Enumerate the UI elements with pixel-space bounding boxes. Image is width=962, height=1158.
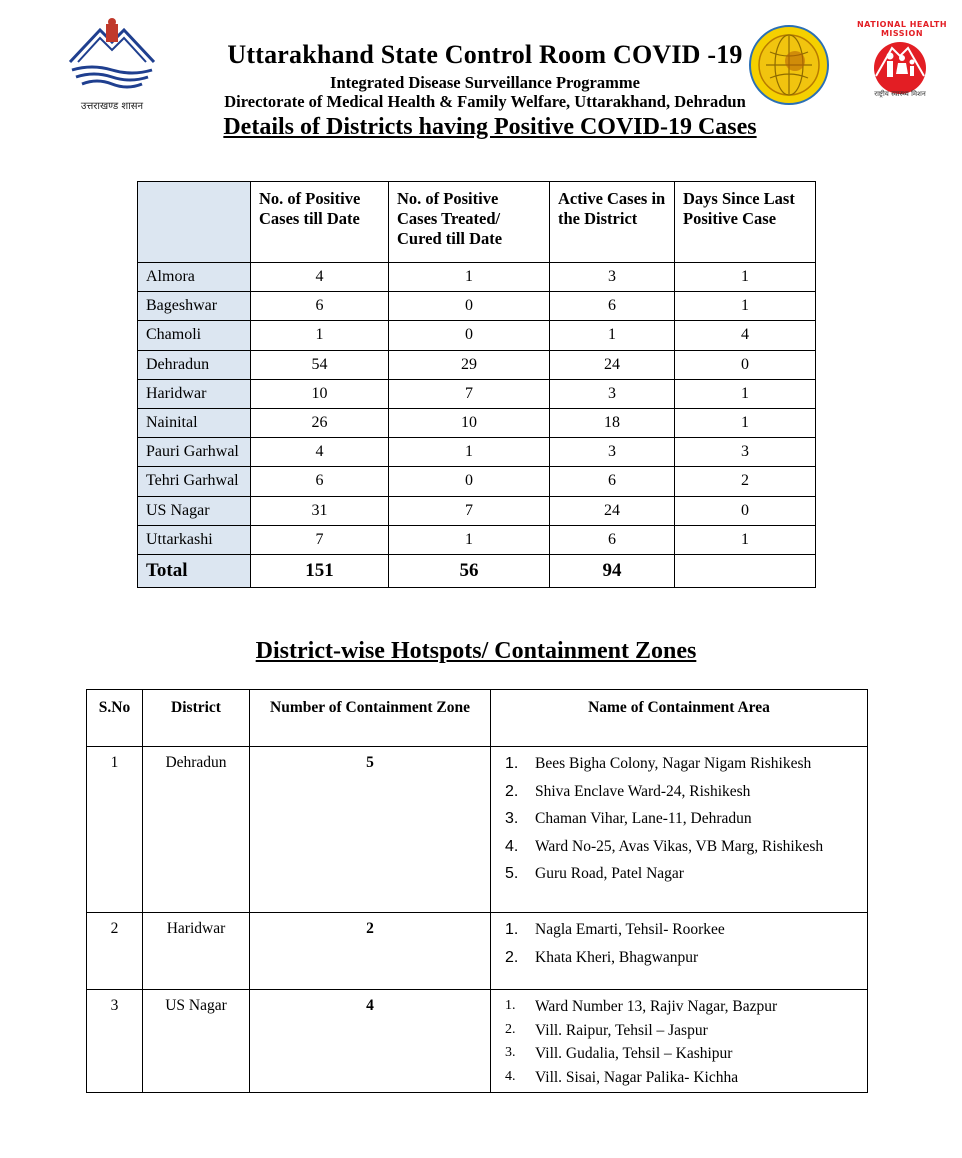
area-name: Chaman Vihar, Lane-11, Dehradun [535, 810, 752, 827]
days-since-last: 1 [675, 525, 816, 554]
total-label: Total [138, 554, 251, 587]
days-since-last: 0 [675, 350, 816, 379]
zone-sno: 2 [87, 913, 143, 990]
district-name: US Nagar [138, 496, 251, 525]
positive-cases: 4 [251, 263, 389, 292]
list-item [505, 755, 861, 783]
containment-areas [491, 990, 868, 1093]
days-since-last: 0 [675, 496, 816, 525]
list-item [505, 949, 861, 977]
active-cases-header: Active Cases in the District [550, 182, 675, 263]
containment-areas [491, 913, 868, 990]
active-cases: 6 [550, 467, 675, 496]
list-item [505, 810, 861, 838]
uttarakhand-emblem-icon [62, 14, 162, 98]
nhm-logo-subtext: राष्ट्रीय स्वास्थ्य मिशन [874, 90, 926, 98]
days-since-last: 2 [675, 467, 816, 496]
positive-cases: 54 [251, 350, 389, 379]
area-number: 3. [505, 810, 519, 827]
list-item [505, 838, 861, 866]
district-cases-table [137, 181, 816, 588]
area-name: Shiva Enclave Ward-24, Rishikesh [535, 782, 751, 800]
positive-cases: 7 [251, 525, 389, 554]
active-cases: 18 [550, 408, 675, 437]
area-name-header: Name of Containment Area [491, 690, 868, 747]
area-number: 2. [505, 1021, 516, 1037]
list-item [505, 1045, 861, 1069]
active-cases: 24 [550, 496, 675, 525]
zone-count: 5 [250, 747, 491, 913]
area-name: Ward Number 13, Rajiv Nagar, Bazpur [535, 998, 778, 1015]
positive-cases: 6 [251, 467, 389, 496]
programme-subtitle: Integrated Disease Surveillance Programme [330, 73, 640, 92]
area-number: 3. [505, 1045, 516, 1060]
table-row [138, 467, 816, 496]
containment-zones-table [86, 689, 868, 1093]
containment-areas [491, 747, 868, 913]
cured-cases-header: No. of Positive Cases Treated/ Cured till Date [389, 182, 550, 263]
district-name: Pauri Garhwal [138, 438, 251, 467]
district-name: Bageshwar [138, 292, 251, 321]
district-name: Uttarkashi [138, 525, 251, 554]
area-number: 1. [505, 755, 519, 772]
area-name: Vill. Gudalia, Tehsil – Kashipur [535, 1045, 733, 1062]
district-name: Nainital [138, 408, 251, 437]
cured-cases: 1 [389, 438, 550, 467]
area-number: 2. [505, 948, 519, 966]
cured-cases: 7 [389, 496, 550, 525]
area-name: Khata Kheri, Bhagwanpur [535, 948, 699, 966]
cured-cases: 0 [389, 321, 550, 350]
zones-section-title: District-wise Hotspots/ Containment Zones [255, 638, 697, 664]
nhm-logo-text: NATIONAL HEALTH MISSION [856, 20, 948, 38]
cured-cases: 7 [389, 379, 550, 408]
positive-cases-header: No. of Positive Cases till Date [251, 182, 389, 263]
district-name: Haridwar [138, 379, 251, 408]
logo-caption: उत्तराखण्ड शासन [80, 101, 144, 112]
zone-sno: 3 [87, 990, 143, 1093]
page-title: Uttarakhand State Control Room COVID -19 [227, 40, 743, 69]
table-row [87, 990, 868, 1093]
area-number: 5. [505, 865, 519, 882]
area-name: Nagla Emarti, Tehsil- Roorkee [535, 921, 725, 938]
zone-district: Haridwar [143, 913, 250, 990]
zone-count: 2 [250, 913, 491, 990]
total-cured: 56 [389, 554, 550, 587]
area-name: Vill. Sisai, Nagar Palika- Kichha [535, 1068, 739, 1086]
table-row [138, 525, 816, 554]
days-since-last: 1 [675, 408, 816, 437]
active-cases: 3 [550, 379, 675, 408]
table-row [138, 321, 816, 350]
days-since-last: 1 [675, 263, 816, 292]
days-since-header: Days Since Last Positive Case [675, 182, 816, 263]
positive-cases: 4 [251, 438, 389, 467]
active-cases: 6 [550, 525, 675, 554]
cured-cases: 1 [389, 263, 550, 292]
active-cases: 6 [550, 292, 675, 321]
area-number: 2. [505, 782, 519, 800]
list-item [505, 998, 861, 1022]
total-positive: 151 [251, 554, 389, 587]
positive-cases: 10 [251, 379, 389, 408]
area-list [505, 998, 861, 1092]
table-row [87, 913, 868, 990]
positive-cases: 31 [251, 496, 389, 525]
table-row [138, 438, 816, 467]
district-name: Dehradun [138, 350, 251, 379]
zone-sno: 1 [87, 747, 143, 913]
total-days [675, 554, 816, 587]
area-name: Guru Road, Patel Nagar [535, 865, 684, 882]
cured-cases: 10 [389, 408, 550, 437]
area-name: Bees Bigha Colony, Nagar Nigam Rishikesh [535, 755, 812, 772]
zone-district: US Nagar [143, 990, 250, 1093]
days-since-last: 1 [675, 292, 816, 321]
zones-header-row [87, 690, 868, 747]
table-row [138, 496, 816, 525]
district-header: District [143, 690, 250, 747]
list-item [505, 1022, 861, 1046]
area-number: 1. [505, 998, 516, 1013]
list-item [505, 865, 861, 893]
active-cases: 24 [550, 350, 675, 379]
days-since-last: 1 [675, 379, 816, 408]
area-number: 1. [505, 921, 519, 938]
cured-cases: 0 [389, 467, 550, 496]
uttarakhand-govt-logo [62, 14, 162, 114]
cases-section-title: Details of Districts having Positive COVID-19 Cases [223, 114, 757, 140]
table-row [138, 292, 816, 321]
list-item [505, 783, 861, 811]
zone-district: Dehradun [143, 747, 250, 913]
district-name: Almora [138, 263, 251, 292]
district-name: Chamoli [138, 321, 251, 350]
table-row [138, 379, 816, 408]
total-active: 94 [550, 554, 675, 587]
table-row [138, 408, 816, 437]
cases-header-row [138, 182, 816, 263]
cured-cases: 0 [389, 292, 550, 321]
active-cases: 3 [550, 438, 675, 467]
sno-header: S.No [87, 690, 143, 747]
zone-count-header: Number of Containment Zone [250, 690, 491, 747]
area-number: 4. [505, 1068, 516, 1084]
positive-cases: 1 [251, 321, 389, 350]
active-cases: 1 [550, 321, 675, 350]
area-number: 4. [505, 837, 519, 855]
area-list [505, 921, 861, 976]
area-name: Vill. Raipur, Tehsil – Jaspur [535, 1021, 708, 1039]
table-row [138, 263, 816, 292]
zone-count: 4 [250, 990, 491, 1093]
cured-cases: 1 [389, 525, 550, 554]
area-name: Ward No-25, Avas Vikas, VB Marg, Rishikesh [535, 837, 824, 855]
district-header [138, 182, 251, 263]
total-row [138, 554, 816, 587]
list-item [505, 921, 861, 949]
table-row [138, 350, 816, 379]
table-row [87, 747, 868, 913]
cured-cases: 29 [389, 350, 550, 379]
days-since-last: 4 [675, 321, 816, 350]
directorate-line: Directorate of Medical Health & Family Welfare, Uttarakhand, Dehradun [224, 92, 746, 111]
positive-cases: 6 [251, 292, 389, 321]
days-since-last: 3 [675, 438, 816, 467]
active-cases: 3 [550, 263, 675, 292]
positive-cases: 26 [251, 408, 389, 437]
list-item [505, 1069, 861, 1093]
district-name: Tehri Garhwal [138, 467, 251, 496]
area-list [505, 755, 861, 893]
